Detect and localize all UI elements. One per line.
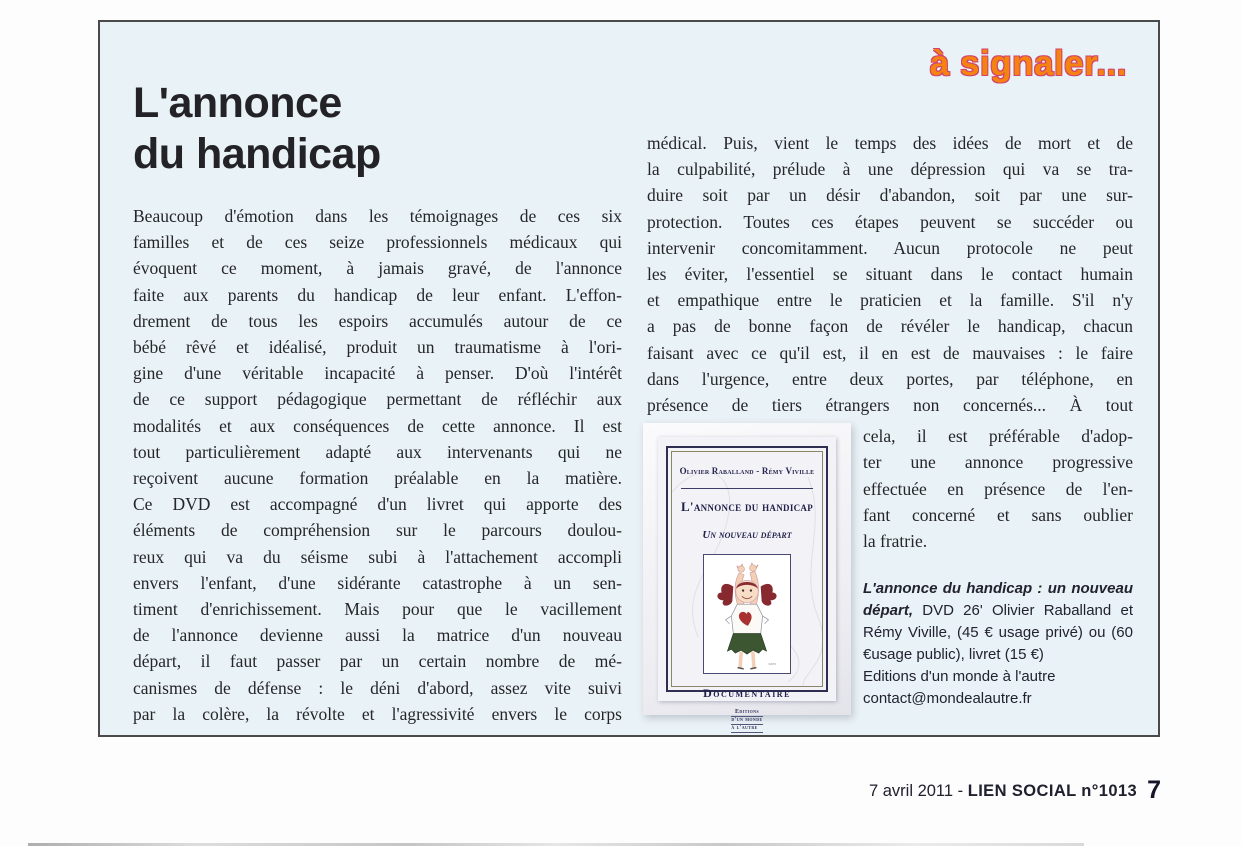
text-line: effectuée en présence de l'en- — [863, 478, 1133, 499]
footer-page-number: 7 — [1147, 776, 1161, 804]
text-line: familles et de ces seize professionnels médicaux qui — [133, 232, 622, 253]
text-line: éléments de compréhension sur le parcours doulou- — [133, 520, 622, 541]
article-title-line2: du handicap — [133, 130, 381, 178]
text-line: Ce DVD est accompagné d'un livret qui apporte des — [133, 494, 622, 515]
text-line: fant concerné et sans oublier — [863, 504, 1133, 525]
dvd-cover-frame — [666, 446, 828, 732]
dvd-caption-paragraph — [863, 578, 1133, 666]
text-line: reux qui va du séisme subi à l'attachement accompli — [133, 546, 622, 567]
text-line: a pas de bonne façon de révéler le handicap, chacun — [647, 316, 1133, 337]
text-line: la fratrie. — [863, 531, 928, 552]
text-line: drement de tous les espoirs accumulés autour de ce — [133, 310, 622, 331]
article-right-column — [647, 130, 1133, 732]
dvd-cover-illustration — [703, 554, 791, 674]
text-line: Beaucoup d'émotion dans les témoignages de ces six — [133, 206, 622, 226]
article-title — [133, 78, 381, 180]
text-line: canismes de défense : le déni d'abord, assez vite suivi — [133, 677, 622, 698]
text-line: présence de tiers étrangers non concernés... À tout — [647, 395, 1133, 416]
text-line: bébé rêvé et idéalisé, produit un traumatisme à l'ori- — [133, 337, 622, 358]
text-line: envers l'enfant, d'une sidérante catastrophe à un sen- — [133, 572, 622, 593]
svg-text:sam: sam — [768, 660, 776, 666]
text-line: duire soit par un désir d'abandon, soit par une sur- — [647, 185, 1133, 206]
text-line: faite aux parents du handicap de leur enfant. L'effon- — [133, 284, 622, 305]
footer-magazine-name: LIEN SOCIAL n°1013 — [967, 782, 1138, 800]
text-line: protection. Toutes ces étapes peuvent se succéder ou — [647, 211, 1133, 232]
section-label: à signaler... — [929, 44, 1127, 83]
dvd-caption-title: L'annonce du handicap : un nouveau départ, — [863, 580, 1133, 620]
dvd-cover-photo — [643, 423, 851, 732]
text-line: reçoivent aucune formation préalable en la matière. — [133, 468, 622, 489]
article-left-column — [133, 203, 622, 727]
text-line: gine d'une véritable incapacité à penser. D'où l'intérêt — [133, 363, 622, 384]
dvd-caption-publisher: Editions d'un monde à l'autre — [863, 668, 1056, 686]
dvd-caption — [863, 578, 1133, 710]
text-line: ter une annonce progressive — [863, 452, 1133, 473]
dvd-cover-publisher-logo — [731, 709, 762, 733]
text-line: de ce support pédagogique permettant de réfléchir aux — [133, 389, 622, 410]
text-line: la culpabilité, prélude à une dépression qui va se tra- — [647, 159, 1133, 180]
page-footer — [869, 776, 1161, 805]
text-line: évoquent ce moment, à jamais gravé, de l'annonce — [133, 258, 622, 279]
dvd-caption-email: contact@mondealautre.fr — [863, 690, 1032, 708]
dvd-wrap-row — [647, 423, 1133, 732]
article-right-column-text — [647, 130, 1133, 418]
text-line: médical. Puis, vient le temps des idées de mort et de — [647, 133, 1133, 153]
dvd-cover-authors: Olivier Raballand - Rémy Viville — [679, 466, 815, 477]
text-line: intervenir concomitamment. Aucun protocole ne peut — [647, 237, 1133, 258]
text-line: les éviter, l'essentiel se situant dans le contact humain — [647, 264, 1133, 285]
text-line: cela, il est préférable d'adop- — [863, 426, 1133, 447]
text-line: de l'annonce devienne aussi la matrice d'un nouveau — [133, 625, 622, 646]
dvd-cover-genre: Documentaire — [703, 685, 791, 700]
text-line: Editions — [731, 709, 762, 717]
text-line: tout particulièrement adapté aux intervenants qui ne — [133, 441, 622, 462]
text-line: d'un monde — [731, 717, 763, 724]
text-line: dans l'urgence, entre deux portes, par téléphone, en — [647, 368, 1133, 389]
text-line: et empathique entre le praticien et la famille. S'il n'y — [647, 290, 1133, 311]
footer-date: 7 avril 2011 - — [868, 782, 968, 800]
dvd-cover-subtitle: Un nouveau départ — [702, 528, 792, 541]
text-line: timent d'enrichissement. Mais pour que le vacillement — [133, 599, 622, 620]
dvd-side-column — [863, 423, 1133, 715]
dvd-cover — [658, 437, 836, 732]
text-line: départ, il faut passer par un certain nombre de mé- — [133, 651, 622, 672]
dvd-cover-title: L'annonce du handicap — [680, 499, 814, 515]
dvd-caption-details: DVD 26' Olivier Raballand et Rémy Viville, (45 € usage privé) ou (60 €usage public), livret (15 €) — [863, 602, 1133, 664]
text-line: faisant avec ce qu'il est, il en est de mauvaises : le faire — [647, 342, 1133, 363]
article-wrap-text — [863, 423, 1133, 554]
text-line: à l'autre — [731, 725, 762, 733]
dvd-cover-rule — [681, 488, 812, 489]
text-line: par la colère, la révolte et l'agressivité envers le corps — [133, 703, 622, 724]
article-title-line1: L'annonce — [133, 79, 342, 127]
text-line: modalités et aux conséquences de cette annonce. Il est — [133, 415, 622, 436]
article-panel — [98, 20, 1160, 737]
girl-illustration-icon — [704, 555, 790, 673]
